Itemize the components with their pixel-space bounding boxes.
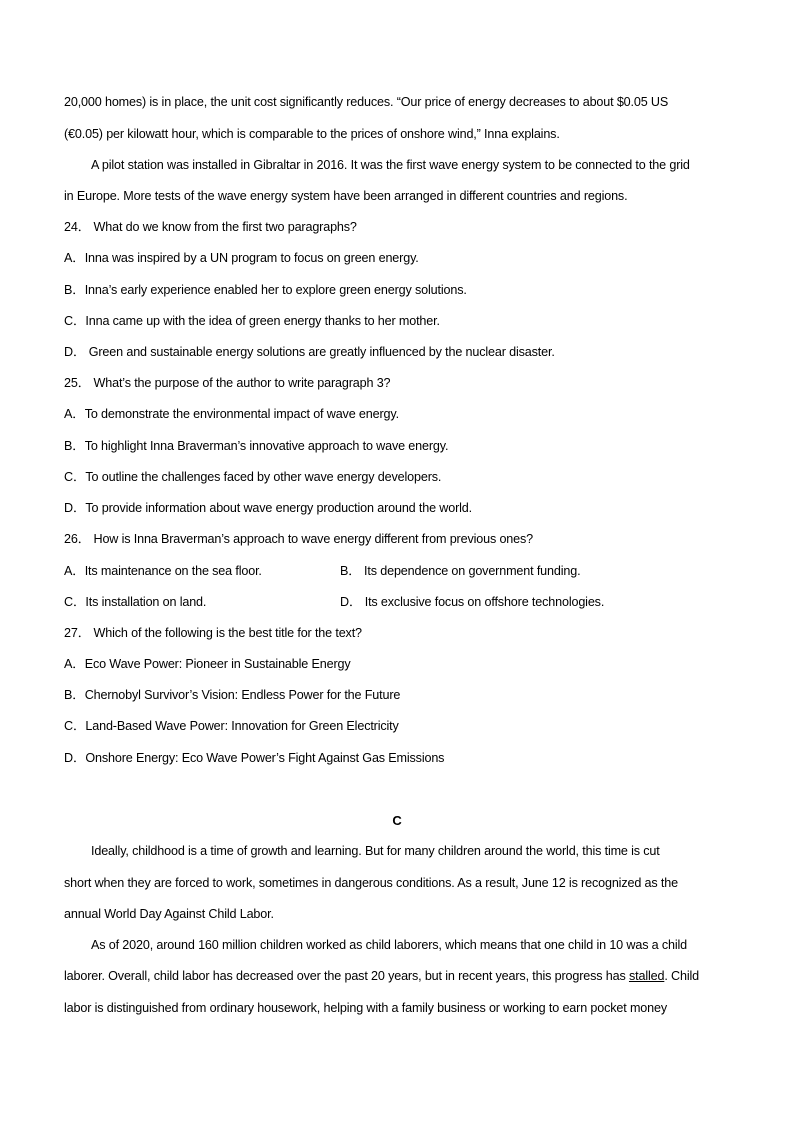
passage-b-line: 20,000 homes) is in place, the unit cost significantly reduces. “Our price of energy decreases to about $0.05 US [64, 95, 669, 109]
passage-b-line: in Europe. More tests of the wave energy system have been arranged in different countries and regions. [64, 189, 628, 203]
passage-c-line [64, 968, 699, 984]
question-26-option-b: B． Its dependence on government funding. [340, 564, 581, 578]
question-26-option-d: D． Its exclusive focus on offshore technologies. [340, 595, 605, 609]
question-25-option-a: A．To demonstrate the environmental impact of wave energy. [64, 407, 399, 421]
passage-c-line: labor is distinguished from ordinary housework, helping with a family business or working to earn pocket money [64, 1001, 667, 1015]
question-26-stem: 26． How is Inna Braverman’s approach to wave energy different from previous ones? [64, 532, 534, 546]
question-24-stem: 24． What do we know from the first two paragraphs? [64, 220, 357, 234]
question-24-option-d: D． Green and sustainable energy solutions are greatly influenced by the nuclear disaster. [64, 345, 555, 359]
question-25-option-d: D．To provide information about wave energy production around the world. [64, 501, 472, 515]
passage-c-line: annual World Day Against Child Labor. [64, 907, 274, 921]
question-25-stem: 25． What’s the purpose of the author to write paragraph 3? [64, 376, 391, 390]
passage-c-line: As of 2020, around 160 million children worked as child laborers, which means that one child in 10 was a child [91, 938, 688, 952]
question-26-option-a: A．Its maintenance on the sea floor. [64, 564, 262, 578]
question-24-option-c: C．Inna came up with the idea of green energy thanks to her mother. [64, 314, 440, 328]
passage-b-line: (€0.05) per kilowatt hour, which is comparable to the prices of onshore wind,” Inna explains. [64, 127, 560, 141]
question-25-option-c: C．To outline the challenges faced by other wave energy developers. [64, 470, 442, 484]
question-26-option-c: C．Its installation on land. [64, 595, 207, 609]
passage-c-text: laborer. Overall, child labor has decreased over the past 20 years, but in recent years, this progress has [64, 969, 629, 983]
question-27-option-b: B．Chernobyl Survivor’s Vision: Endless Power for the Future [64, 688, 401, 702]
question-27-stem: 27． Which of the following is the best title for the text? [64, 626, 362, 640]
underlined-word-stalled: stalled [628, 969, 665, 983]
question-26-options-row-2 [64, 594, 744, 610]
passage-c-line: Ideally, childhood is a time of growth and learning. But for many children around the world, this time is cut [91, 844, 660, 858]
question-27-option-d: D．Onshore Energy: Eco Wave Power’s Fight Against Gas Emissions [64, 751, 445, 765]
passage-c-heading: C [392, 813, 402, 828]
question-26-options-row-1 [64, 563, 744, 579]
question-24-option-a: A．Inna was inspired by a UN program to focus on green energy. [64, 251, 419, 265]
passage-c-line: short when they are forced to work, sometimes in dangerous conditions. As a result, June 12 is recognized as the [64, 876, 678, 890]
question-27-option-c: C．Land-Based Wave Power: Innovation for Green Electricity [64, 719, 399, 733]
question-24-option-b: B．Inna’s early experience enabled her to explore green energy solutions. [64, 283, 467, 297]
question-27-option-a: A．Eco Wave Power: Pioneer in Sustainable Energy [64, 657, 351, 671]
passage-c-text: . Child [664, 969, 699, 983]
passage-b-line: A pilot station was installed in Gibraltar in 2016. It was the first wave energy system to be connected to the grid [91, 158, 690, 172]
question-25-option-b: B．To highlight Inna Braverman’s innovative approach to wave energy. [64, 439, 449, 453]
